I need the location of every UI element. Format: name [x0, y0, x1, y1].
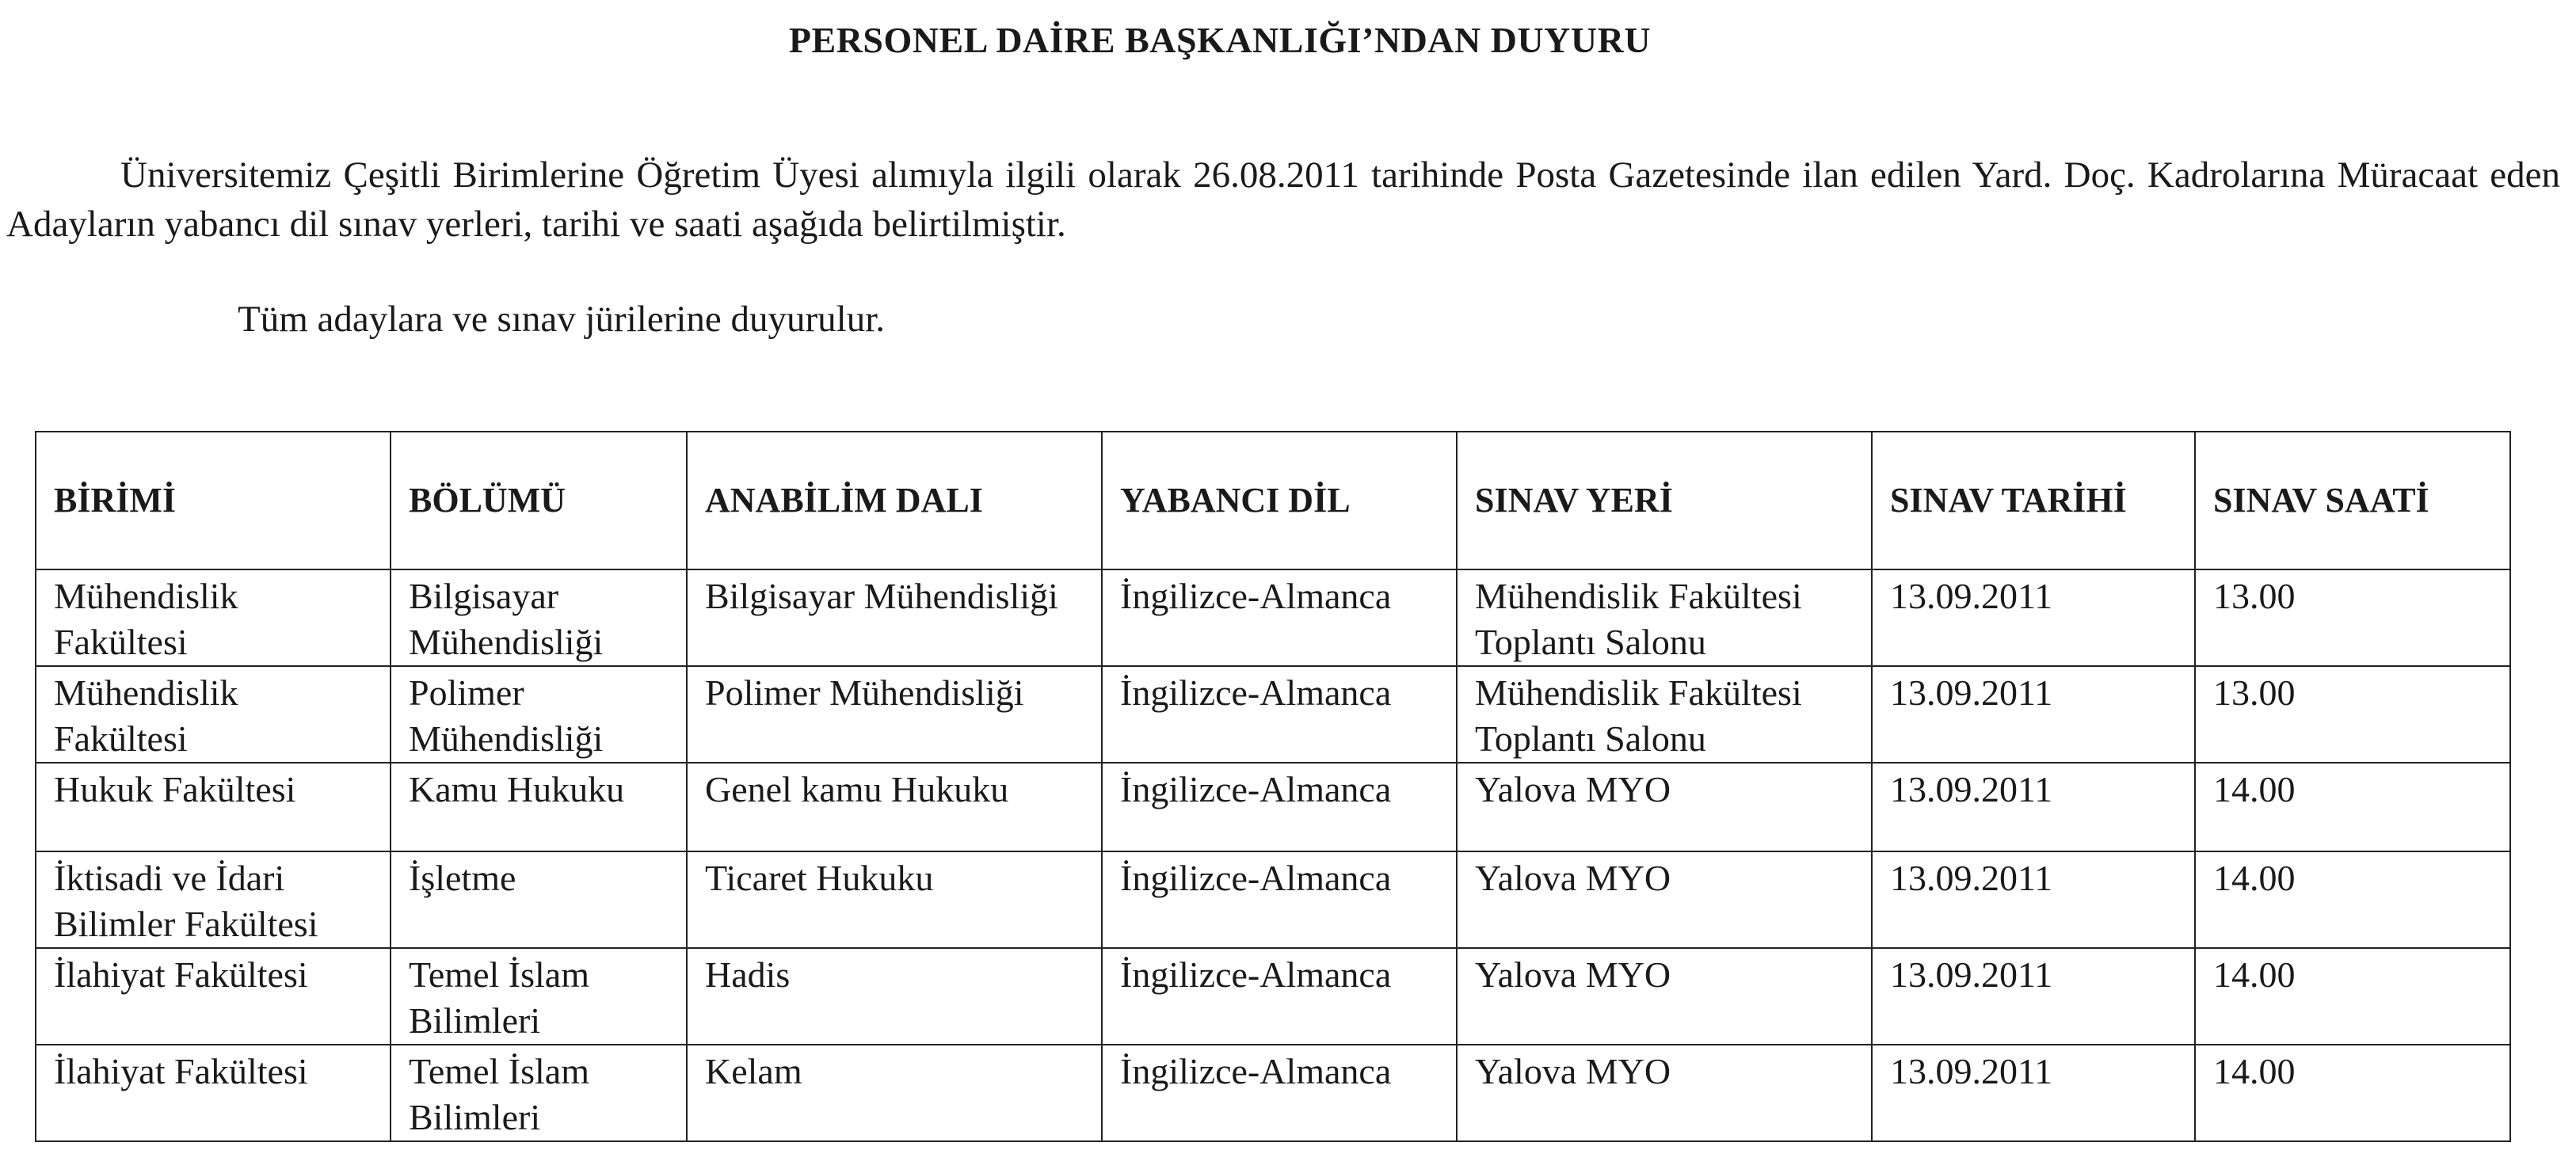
cell-sinav-saati: 13.00 — [2195, 666, 2510, 763]
cell-sinav-tarihi: 13.09.2011 — [1872, 1045, 2195, 1141]
header-sinav-tarihi: SINAV TARİHİ — [1872, 432, 2195, 569]
cell-sinav-saati: 14.00 — [2195, 763, 2510, 851]
exam-schedule-table — [35, 431, 2511, 1142]
cell-sinav-tarihi: 13.09.2011 — [1872, 851, 2195, 948]
cell-anabilim-dali: Genel kamu Hukuku — [687, 763, 1102, 851]
announcement-paragraph: Üniversitemiz Çeşitli Birimlerine Öğretim Üyesi alımıyla ilgili olarak 26.08.2011 tarihinde Posta Gazetesinde ilan edilen Yard. Doç. Kadrolarına Müracaat eden Adayların yabancı dil sınav yerleri, tarihi ve saati aşağıda belirtilmiştir. — [6, 154, 2560, 245]
cell-sinav-yeri: Yalova MYO — [1457, 1045, 1872, 1141]
cell-sinav-yeri: Mühendislik Fakültesi Toplantı Salonu — [1457, 666, 1872, 763]
cell-birimi: İktisadi ve İdari Bilimler Fakültesi — [36, 851, 391, 948]
cell-anabilim-dali: Ticaret Hukuku — [687, 851, 1102, 948]
cell-bolumu: Temel İslam Bilimleri — [391, 1045, 687, 1141]
cell-bolumu: Kamu Hukuku — [391, 763, 687, 851]
page-title: PERSONEL DAİRE BAŞKANLIĞI’NDAN DUYURU — [788, 20, 1652, 60]
cell-birimi: İlahiyat Fakültesi — [36, 1045, 391, 1141]
cell-yabanci-dil: İngilizce-Almanca — [1102, 948, 1457, 1045]
header-sinav-saati: SINAV SAATİ — [2195, 432, 2510, 569]
cell-sinav-saati: 13.00 — [2195, 569, 2510, 666]
cell-bolumu: İşletme — [391, 851, 687, 948]
cell-anabilim-dali: Bilgisayar Mühendisliği — [687, 569, 1102, 666]
cell-birimi: Mühendislik Fakültesi — [36, 569, 391, 666]
header-bolumu: BÖLÜMÜ — [391, 432, 687, 569]
header-yabanci-dil: YABANCI DİL — [1102, 432, 1457, 569]
cell-sinav-saati: 14.00 — [2195, 948, 2510, 1045]
cell-sinav-yeri: Mühendislik Fakültesi Toplantı Salonu — [1457, 569, 1872, 666]
cell-sinav-saati: 14.00 — [2195, 1045, 2510, 1141]
header-anabilim-dali: ANABİLİM DALI — [687, 432, 1102, 569]
table-row — [36, 948, 2510, 1045]
cell-bolumu: Temel İslam Bilimleri — [391, 948, 687, 1045]
cell-bolumu: Bilgisayar Mühendisliği — [391, 569, 687, 666]
table-row — [36, 851, 2510, 948]
header-sinav-yeri: SINAV YERİ — [1457, 432, 1872, 569]
table-row — [36, 666, 2510, 763]
cell-sinav-saati: 14.00 — [2195, 851, 2510, 948]
cell-sinav-yeri: Yalova MYO — [1457, 948, 1872, 1045]
cell-birimi: Mühendislik Fakültesi — [36, 666, 391, 763]
cell-sinav-tarihi: 13.09.2011 — [1872, 763, 2195, 851]
table-header-row — [36, 432, 2510, 569]
cell-anabilim-dali: Kelam — [687, 1045, 1102, 1141]
notice-line: Tüm adaylara ve sınav jürilerine duyurulur. — [238, 299, 886, 340]
cell-sinav-tarihi: 13.09.2011 — [1872, 569, 2195, 666]
cell-yabanci-dil: İngilizce-Almanca — [1102, 569, 1457, 666]
header-birimi: BİRİMİ — [36, 432, 391, 569]
cell-anabilim-dali: Hadis — [687, 948, 1102, 1045]
cell-sinav-yeri: Yalova MYO — [1457, 851, 1872, 948]
table-row — [36, 763, 2510, 851]
cell-sinav-tarihi: 13.09.2011 — [1872, 666, 2195, 763]
table-row — [36, 569, 2510, 666]
cell-sinav-yeri: Yalova MYO — [1457, 763, 1872, 851]
cell-yabanci-dil: İngilizce-Almanca — [1102, 1045, 1457, 1141]
cell-birimi: İlahiyat Fakültesi — [36, 948, 391, 1045]
cell-birimi: Hukuk Fakültesi — [36, 763, 391, 851]
cell-bolumu: Polimer Mühendisliği — [391, 666, 687, 763]
cell-sinav-tarihi: 13.09.2011 — [1872, 948, 2195, 1045]
cell-anabilim-dali: Polimer Mühendisliği — [687, 666, 1102, 763]
cell-yabanci-dil: İngilizce-Almanca — [1102, 851, 1457, 948]
cell-yabanci-dil: İngilizce-Almanca — [1102, 763, 1457, 851]
table-row — [36, 1045, 2510, 1141]
cell-yabanci-dil: İngilizce-Almanca — [1102, 666, 1457, 763]
